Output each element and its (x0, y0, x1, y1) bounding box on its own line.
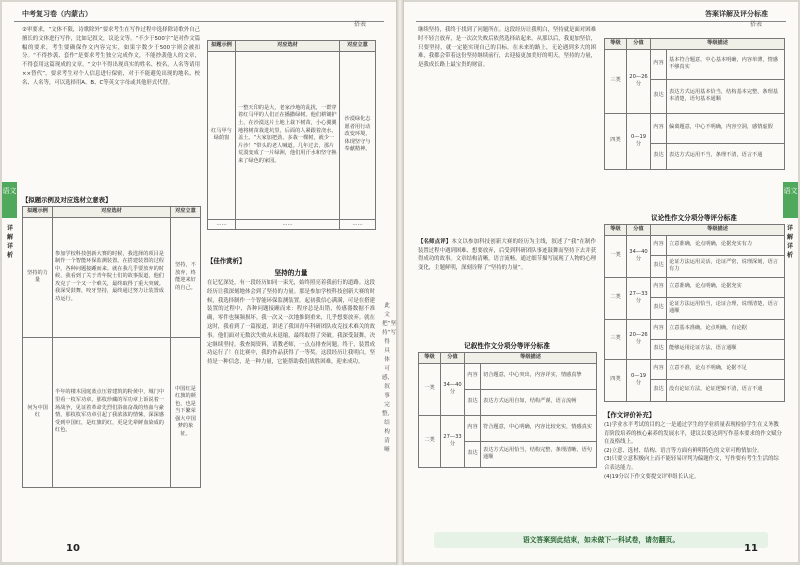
comment-text: 本文以参加科技创新大赛的经历为主线，叙述了“我”在制作装置过程中遇到困难、想要放弃，后受到科研团队事迹鼓舞而坚持下去并获得成功的故事。文章结构清晰，语言流畅，通过细节描写展现了人物的心理变化，主题鲜明，深刻诠释了“坚持的力量”。 (418, 239, 596, 271)
right-header-rule (416, 21, 786, 22)
left-side-label: 详解详析 (6, 225, 13, 259)
table-row (419, 363, 597, 389)
desc-cell: 能够运用论证方法，语言通顺 (667, 339, 785, 359)
left-running-header: 中考复习卷（内蒙古） (22, 10, 92, 18)
row-meaning: 沙漠绿化志愿者用行动改变环境，体现坚守与奉献精神。 (340, 51, 376, 219)
supplement-list (604, 421, 784, 481)
desc-cell: 偏离题意，中心不明确，内容空洞，感情虚假 (667, 113, 785, 143)
desc-cell: 表达方式运用不当，条理不清，语言不通 (667, 143, 785, 169)
table-row (605, 113, 785, 143)
essay-title: 坚持的力量 (274, 269, 308, 277)
score-cell: 20—26分 (627, 319, 651, 359)
col-header-score: 分值 (441, 353, 465, 364)
col-header-meaning: 对应立意 (171, 207, 201, 218)
grade-table-continued (604, 38, 785, 170)
comment-label: 【名师点评】 (418, 239, 452, 245)
right-subject-tab: 语文 (783, 182, 798, 218)
table-row (23, 217, 201, 337)
aspect-cell: 内容 (651, 359, 667, 379)
col-header-material: 对应选材 (236, 41, 340, 52)
topic-table-1 (22, 206, 201, 488)
col-header-material: 对应选材 (53, 207, 171, 218)
table-row (208, 51, 376, 219)
aspect-cell: 表达 (651, 339, 667, 359)
argument-grade-table (604, 224, 785, 402)
desc-cell: 立意准确，论点明确，论据充实 (667, 277, 785, 297)
col-header-meaning: 对应立意 (340, 41, 376, 52)
narrative-standard-title: 记叙性作文分项分等评分标准 (464, 342, 550, 350)
row-material: 参加学校科技创新大赛的时候，我选择的项目是制作一个智能环保监测装置。在搭建装置的过程中，各种问题接踵而来。就在我几乎要放弃的时候，我看到了关于青年院士们的故事报道，他们攻克了一个又一个难关，最终取得了重大突破。我深受鼓舞，咬牙坚持，最终通过努力让装置成功运行。 (53, 217, 171, 337)
left-page-number: 10 (66, 543, 80, 554)
supplement-item: (2)立意、选材、结构、语言等方面有鲜明特色的文章可酌情加分。 (604, 447, 763, 454)
table-row (419, 415, 597, 441)
desc-cell: 论证方法运用恰当，论证合理，说理清楚，语言通顺 (667, 297, 785, 319)
row-title: 红马甲与绿荫窗 (208, 51, 236, 219)
left-chip: 搭表 (353, 21, 366, 28)
row-meaning: 坚持，不放弃，终能迎来好的自己。 (171, 217, 201, 337)
score-cell: 20—26分 (627, 49, 651, 113)
table-row (605, 319, 785, 339)
supplement-item: (1)学业水平考试的目的之一是通过学生的学业质量表现检验学生在义务教育阶段培养的核心素养的发展水平，建议以要达到写作基本要求的作文赋分在及格线上。 (604, 422, 782, 446)
table-row (23, 337, 201, 487)
left-header-rule (14, 21, 384, 22)
table-row (605, 277, 785, 297)
desc-cell: 表达方式运用基本恰当，结构基本完整，条理基本清楚，语句基本通顺 (667, 79, 785, 113)
ellipsis-cell: …… (208, 219, 236, 230)
score-cell: 34—40分 (627, 235, 651, 277)
right-page (404, 2, 798, 562)
book-spine (396, 0, 404, 565)
col-header-score: 分值 (627, 39, 651, 50)
grade-cell: 四类 (605, 359, 627, 401)
score-cell: 0—19分 (627, 359, 651, 401)
table-row (605, 359, 785, 379)
desc-cell: 没有论证方法，论证逻辑不清，语言不通 (667, 379, 785, 401)
desc-cell: 表达方式运用自如，结构严谨，语言流畅 (481, 389, 597, 415)
row-material: 一整天印的是大，老家沙地的乱扰，一群穿着红马甲的人们正在播撒绿树。他们耕锄护土，在沙漠这片土地上栽下树苗，小心翼翼地将树苗栽进坑里，后面的人紧跟着浇水，盖土。“大家加把劲，多栽一棵树，就少一片沙！”带头的老人喊道。几年过去，那片荒漠变成了一片绿洲，他们用汗水和坚守换来了绿色的家园。 (236, 51, 340, 219)
aspect-cell: 内容 (465, 415, 481, 441)
grade-cell: 一类 (605, 235, 627, 277)
col-header-grade: 等级 (605, 39, 627, 50)
aspect-cell: 表达 (651, 297, 667, 319)
col-header-title: 拟题示例 (23, 207, 53, 218)
table-row (605, 49, 785, 79)
score-cell: 27—33分 (627, 277, 651, 319)
grade-cell: 二类 (419, 415, 441, 467)
supplement-title: 【作文评价补充】 (604, 411, 656, 419)
right-running-header: 答案详解及评分标准 (705, 10, 768, 18)
desc-cell: 立意不准，论点不明确，论据不足 (667, 359, 785, 379)
essay-continued: 继续坚持，我终于找到了问题所在。这段经历让我明白，坚持就是面对困难时不轻言放弃，是一次次失败后依然选择站起来。从那以后，我更加坚信，只要坚持，就一定能实现自己的目标。在未来的路上，无论遇到多大的困难，我都会带着这份坚持继续前行，去迎接更加美好的明天。坚持的力量，是我成长路上最宝贵的财富。 (418, 27, 596, 69)
aspect-cell: 内容 (651, 113, 667, 143)
aspect-cell: 表达 (651, 255, 667, 277)
desc-cell: 表达方式运用恰当，结构完整，条理清晰，语句通顺 (481, 441, 597, 467)
section-title-essay: 【佳作赏析】 (207, 257, 246, 265)
argument-standard-title: 议论性作文分项分等评分标准 (651, 214, 737, 222)
aspect-cell: 内容 (651, 235, 667, 255)
topic-table-2 (207, 40, 376, 230)
aspect-cell: 表达 (651, 143, 667, 169)
right-chip: 搭表 (749, 21, 762, 28)
desc-cell: 基本符合题意，中心基本明确，内容单薄，情感不够真实 (667, 49, 785, 79)
aspect-cell: 表达 (465, 389, 481, 415)
grade-cell: 三类 (605, 319, 627, 359)
score-cell: 34—40分 (441, 363, 465, 415)
aspect-cell: 内容 (651, 49, 667, 79)
desc-cell: 符合题意，中心明确，内容比较充实，情感真实 (481, 415, 597, 441)
ellipsis-cell: …… (340, 219, 376, 230)
col-header-grade: 等级 (419, 353, 441, 364)
section-title-table: 【拟题示例及对应选材立意表】 (22, 196, 112, 204)
col-header-desc: 等级描述 (465, 353, 597, 364)
right-side-label: 详解详析 (786, 225, 793, 259)
teacher-comment (418, 238, 596, 336)
grade-cell: 一类 (419, 363, 441, 415)
aspect-cell: 表达 (651, 79, 667, 113)
table-row (208, 219, 376, 230)
supplement-item: (4)19分以下作文要提交评审组长认定。 (604, 473, 700, 480)
aspect-cell: 内容 (651, 277, 667, 297)
desc-cell: 立意准确，论点明确，论据充实有力 (667, 235, 785, 255)
end-of-answers-banner: 语文答案到此结束，如未做下一科试卷，请勿翻页。 (434, 532, 768, 548)
intro-paragraph: ②审要求，“文体不限，诗歌除外”要求考生在写作过程中选择除诗歌外自己擅长的文体进行写作，比如记叙文，议论文等。“不少于500字”是对作文篇幅的要求，考生要确保作文内容完实，如果字数少于500字则会被扣分。“不得抄袭、套作”是要求考生独立完成作文，不能抄袭他人的文章，不得套用这篇现成的文章。“文中不得出现真实的姓名、校名，人名等请用××替代”，要求考生对个人信息进行保密，对于不能避免出现的地名、校名、人名等，可以选择用A、B、C等英文字母或其他形式代替。 (22, 27, 200, 86)
desc-cell: 立意基本准确，论点明确，有论据 (667, 319, 785, 339)
essay-body: 在记忆深处，有一段经历如同一束光，始终照亮着我前行的道路。这段经历让我深刻地体会到了坚持的力量。那是参加学校科技创新大赛的时候，我选择制作一个智能环保监测装置。起初我信心满满，可是在搭建装置的过程中，各种问题接踵而来：程序总是出错，传感器数据不准确，零件也频频损坏。我一次又一次地推倒重来，几乎想要放弃。就在这时，我看到了一篇报道，讲述了我国青年科研团队攻克技术难关的故事。他们面对无数次失败从未退缩，最终取得了突破。我深受鼓舞，决定继续坚持。我查阅资料，请教老师，一点点排查问题。终于，装置成功运行了！在比赛中，我的作品获得了一等奖。这段经历让我明白，坚持是一种信念，是一种力量，它能帮助我们战胜困难，迎来成功。 (207, 280, 375, 366)
narrative-grade-table (418, 352, 597, 468)
row-material: 半年的楼木园庭蓝点压着建筑的粉黄中，城门中里看一枚军功章。那枚珍藏的军功章上诉说着一场战争，见证着革命先烈们浴血奋战的热血与豪情，那枚枚军功章引起了我浓浓的情愫，深深感受到中国红，是红旗的红，更是先辈鲜血染成的红色。 (53, 337, 171, 487)
col-header-title: 拟题示例 (208, 41, 236, 52)
grade-cell: 三类 (605, 49, 627, 113)
desc-cell: 论证方法运用灵活，论证严密，说理深刻，语言有力 (667, 255, 785, 277)
score-cell: 0—19分 (627, 113, 651, 169)
left-subject-tab: 语文 (2, 182, 17, 218)
col-header-desc: 等级描述 (651, 39, 785, 50)
row-meaning: 中国红是红旗的颜色，也是当下繁荣强大中国梦的象征。 (171, 337, 201, 487)
score-cell: 27—33分 (441, 415, 465, 467)
row-title: 何为中国红 (23, 337, 53, 487)
col-header-score: 分值 (627, 225, 651, 236)
row-title: 坚持的力量 (23, 217, 53, 337)
grade-cell: 四类 (605, 113, 627, 169)
table-row (605, 235, 785, 255)
grade-cell: 二类 (605, 277, 627, 319)
supplement-item: (3)只要立意积极向上而不能轻易评判为偏题作文，写作要有考生生活的综合表达能力。 (604, 456, 779, 471)
desc-cell: 切合题意，中心突出，内容详实，情感真挚 (481, 363, 597, 389)
left-page (2, 2, 396, 562)
aspect-cell: 表达 (465, 441, 481, 467)
margin-note: 此文把“坚持”写得具体可感，叙事完整，结构清晰 (382, 303, 396, 453)
aspect-cell: 内容 (651, 319, 667, 339)
ellipsis-cell: …… (236, 219, 340, 230)
col-header-grade: 等级 (605, 225, 627, 236)
right-page-number: 11 (744, 543, 758, 554)
aspect-cell: 内容 (465, 363, 481, 389)
aspect-cell: 表达 (651, 379, 667, 401)
col-header-desc: 等级描述 (651, 225, 785, 236)
